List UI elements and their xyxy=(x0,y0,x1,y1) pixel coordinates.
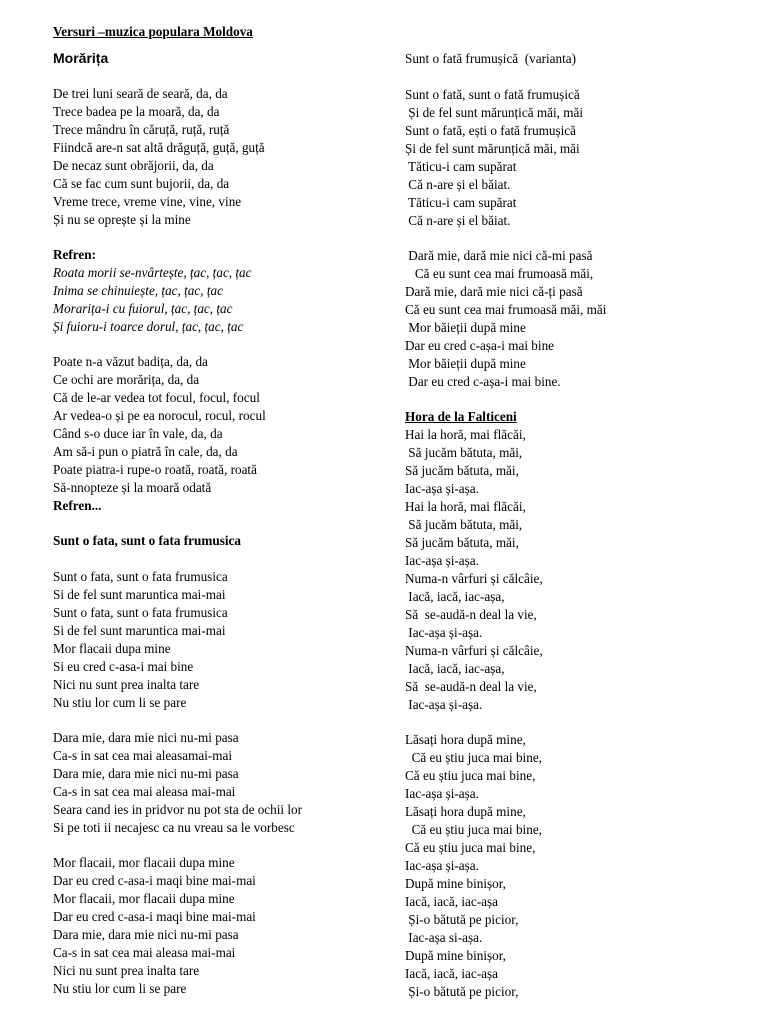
left-line: Mor flacaii dupa mine xyxy=(53,641,171,656)
right-line: Că n-are și el băiat. xyxy=(405,177,511,192)
left-line: Si eu cred c-asa-i mai bine xyxy=(53,659,194,674)
right-line: Să se-audă-n deal la vie, xyxy=(405,607,537,622)
left-line: Inima se chinuiește, țac, țac, țac xyxy=(53,283,223,298)
left-line: Sunt o fata, sunt o fata frumusica xyxy=(53,533,241,548)
right-line: Iacă, iacă, iac-așa xyxy=(405,894,498,909)
right-line: Că eu sunt cea mai frumoasă măi, xyxy=(405,266,594,281)
left-line: Mor flacaii, mor flacaii dupa mine xyxy=(53,855,235,870)
left-line: Și nu se oprește și la mine xyxy=(53,212,191,227)
right-line: Iac-așa și-așa. xyxy=(405,625,483,640)
right-line: Hora de la Falticeni xyxy=(405,409,517,424)
right-line: Lăsați hora după mine, xyxy=(405,732,526,747)
right-line: Dară mie, dară mie nici că-mi pasă xyxy=(405,248,593,263)
left-line: De trei luni seară de seară, da, da xyxy=(53,86,228,101)
left-line: Si de fel sunt maruntica mai-mai xyxy=(53,623,226,638)
left-line: Dar eu cred c-asa-i maqi bine mai-mai xyxy=(53,909,256,924)
left-line: Ca-s in sat cea mai aleasa mai-mai xyxy=(53,945,236,960)
right-line: Tăticu-i cam supărat xyxy=(405,159,517,174)
left-line: Vreme trece, vreme vine, vine, vine xyxy=(53,194,242,209)
left-line: Refren: xyxy=(53,247,96,262)
right-line: Să jucăm bătuta, măi, xyxy=(405,517,523,532)
right-line: Iac-așa și-așa. xyxy=(405,858,479,873)
right-line: Dar eu cred c-așa-i mai bine. xyxy=(405,374,561,389)
left-line: Sunt o fata, sunt o fata frumusica xyxy=(53,569,228,584)
left-line: Refren... xyxy=(53,498,102,513)
page-title: Versuri –muzica populara Moldova xyxy=(53,24,253,39)
left-line: Ar vedea-o și pe ea norocul, rocul, rocul xyxy=(53,408,266,423)
left-line: Morarița-i cu fuiorul, țac, țac, țac xyxy=(53,301,233,316)
right-line: Mor băieții după mine xyxy=(405,356,526,371)
right-line: Sunt o fată frumușică (varianta) xyxy=(405,51,577,66)
right-line: Dară mie, dară mie nici că-ți pasă xyxy=(405,284,583,299)
left-line: Dara mie, dara mie nici nu-mi pasa xyxy=(53,730,239,745)
right-line: Că eu sunt cea mai frumoasă măi, măi xyxy=(405,302,607,317)
left-line: Și fuioru-i toarce dorul, țac, țac, țac xyxy=(53,319,244,334)
left-line: Dara mie, dara mie nici nu-mi pasa xyxy=(53,927,239,942)
right-line: Sunt o fată, sunt o fată frumușică xyxy=(405,87,580,102)
right-line: Iac-așa și-așa. xyxy=(405,786,479,801)
right-line: Să jucăm bătuta, măi, xyxy=(405,463,519,478)
right-line: Că eu știu juca mai bine, xyxy=(405,822,542,837)
right-line: Iac-așa și-așa. xyxy=(405,481,479,496)
right-line: După mine binișor, xyxy=(405,876,506,891)
left-line: De necaz sunt obrăjorii, da, da xyxy=(53,158,214,173)
right-line: Lăsați hora după mine, xyxy=(405,804,526,819)
right-line: Iac-așa și-așa. xyxy=(405,697,483,712)
right-line: Tăticu-i cam supărat xyxy=(405,195,517,210)
right-line: Iacă, iacă, iac-așa, xyxy=(405,661,505,676)
right-line: Că eu știu juca mai bine, xyxy=(405,750,542,765)
left-line: Când s-o duce iar în vale, da, da xyxy=(53,426,223,441)
left-line: Sunt o fata, sunt o fata frumusica xyxy=(53,605,228,620)
right-line: Iac-așa și-așa. xyxy=(405,553,479,568)
right-line: Că eu știu juca mai bine, xyxy=(405,768,536,783)
left-line: Să-nnopteze și la moară odată xyxy=(53,480,212,495)
left-line: Roata morii se-nvârtește, țac, țac, țac xyxy=(53,265,252,280)
left-line: Ca-s in sat cea mai aleasamai-mai xyxy=(53,748,233,763)
left-line: Nu stiu lor cum li se pare xyxy=(53,981,187,996)
right-line: Hai la horă, mai flăcăi, xyxy=(405,427,526,442)
right-line: Iac-așa si-așa. xyxy=(405,930,483,945)
left-line: Trece badea pe la moară, da, da xyxy=(53,104,220,119)
left-line: Nu stiu lor cum li se pare xyxy=(53,695,187,710)
left-line: Si pe toti ii necajesc ca nu vreau sa le vorbesc xyxy=(53,820,295,835)
left-line: Mor flacaii, mor flacaii dupa mine xyxy=(53,891,235,906)
right-line: Numa-n vârfuri și călcâie, xyxy=(405,643,543,658)
left-line: Nici nu sunt prea inalta tare xyxy=(53,677,200,692)
left-line: Seara cand ies in pridvor nu pot sta de ochii lor xyxy=(53,802,303,817)
right-line: Că eu știu juca mai bine, xyxy=(405,840,536,855)
left-line: Dara mie, dara mie nici nu-mi pasa xyxy=(53,766,239,781)
left-line: Nici nu sunt prea inalta tare xyxy=(53,963,200,978)
right-line: Și-o bătută pe picior, xyxy=(405,912,519,927)
left-line: Fiindcă are-n sat altă drăguță, guță, guță xyxy=(53,140,265,155)
right-line: Dar eu cred c-așa-i mai bine xyxy=(405,338,555,353)
right-line: După mine binișor, xyxy=(405,948,506,963)
left-line: Si de fel sunt maruntica mai-mai xyxy=(53,587,226,602)
right-line: Numa-n vârfuri și călcâie, xyxy=(405,571,543,586)
right-line: Mor băieții după mine xyxy=(405,320,526,335)
right-line: Să jucăm bătuta, măi, xyxy=(405,445,523,460)
right-line: Iacă, iacă, iac-așa, xyxy=(405,589,505,604)
left-line: Poate piatra-i rupe-o roată, roată, roată xyxy=(53,462,257,477)
right-line: Și de fel sunt mărunțică măi, măi xyxy=(405,141,580,156)
left-line: Că de le-ar vedea tot focul, focul, focul xyxy=(53,390,260,405)
right-line: Iacă, iacă, iac-așa xyxy=(405,966,498,981)
right-line: Să se-audă-n deal la vie, xyxy=(405,679,537,694)
left-line: Ce ochi are morărița, da, da xyxy=(53,372,200,387)
right-line: Că n-are și el băiat. xyxy=(405,213,511,228)
right-line: Hai la horă, mai flăcăi, xyxy=(405,499,526,514)
left-line: Că se fac cum sunt bujorii, da, da xyxy=(53,176,230,191)
left-line: Poate n-a văzut badița, da, da xyxy=(53,354,208,369)
right-line: Sunt o fată, ești o fată frumușică xyxy=(405,123,577,138)
right-line: Și-o bătută pe picior, xyxy=(405,984,519,999)
left-line: Dar eu cred c-asa-i maqi bine mai-mai xyxy=(53,873,256,888)
right-line: Să jucăm bătuta, măi, xyxy=(405,535,519,550)
left-line: Morărița xyxy=(53,50,109,66)
left-line: Am să-i pun o piatră în cale, da, da xyxy=(53,444,238,459)
right-line: Și de fel sunt mărunțică măi, măi xyxy=(405,105,583,120)
left-line: Trece mândru în căruță, ruță, ruță xyxy=(53,122,230,137)
left-line: Ca-s in sat cea mai aleasa mai-mai xyxy=(53,784,236,799)
